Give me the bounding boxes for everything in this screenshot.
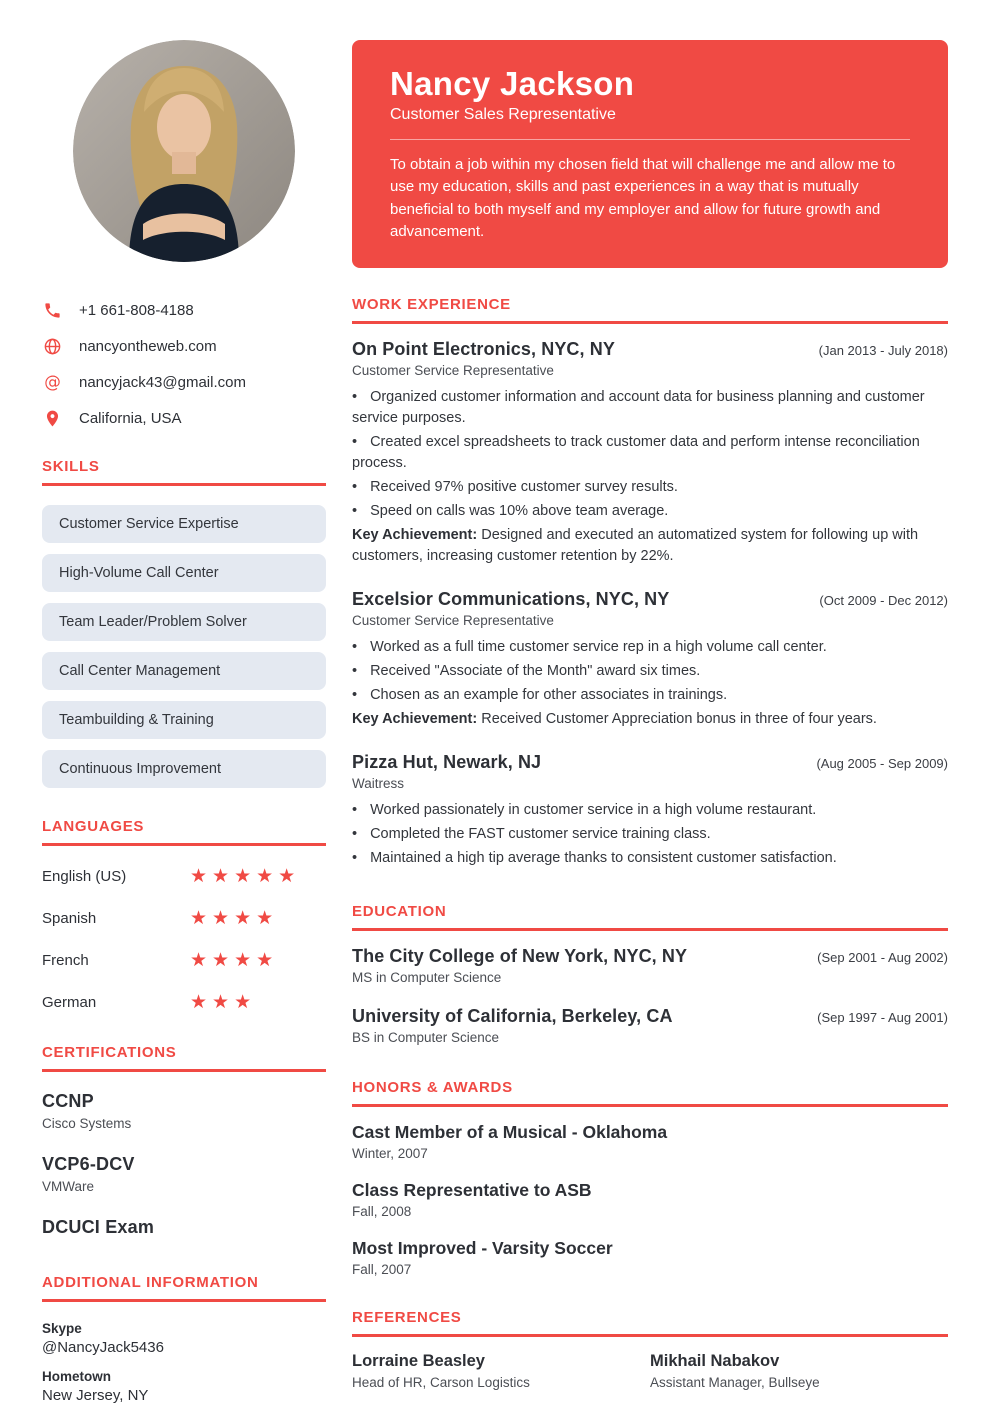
education-entry (352, 946, 948, 985)
job-role: Customer Service Representative (352, 362, 554, 378)
certification-org: VMWare (42, 1179, 95, 1194)
education-dates: (Sep 1997 - Aug 2001) (817, 1010, 948, 1026)
contact-phone[interactable] (42, 300, 326, 320)
person-name: Nancy Jackson (390, 65, 635, 102)
contact-section (42, 300, 326, 428)
references-list (352, 1352, 948, 1390)
degree: BS in Computer Science (352, 1030, 500, 1046)
skill-chip: Teambuilding & Training (42, 701, 326, 739)
honors-heading: HONORS & AWARDS (352, 1079, 948, 1107)
additional-info-list (42, 1321, 326, 1404)
certification-item (42, 1154, 326, 1194)
language-name: French (42, 952, 89, 969)
additional-info-item (42, 1321, 326, 1356)
header-divider (390, 139, 910, 140)
person-job-title: Customer Sales Representative (390, 105, 616, 123)
star-rating-icon: ★★★ (190, 992, 257, 1013)
location-icon (42, 408, 62, 428)
honor-title: Most Improved - Varsity Soccer (352, 1238, 613, 1259)
job-entry (352, 339, 948, 567)
skill-chip: Customer Service Expertise (42, 505, 326, 543)
additional-info-item (42, 1369, 326, 1404)
language-name: Spanish (42, 910, 97, 927)
skills-list (42, 505, 326, 788)
skill-chip: Continuous Improvement (42, 750, 326, 788)
job-bullet: • Received 97% positive customer survey results. (352, 477, 948, 498)
key-achievement (352, 709, 948, 730)
job-bullet: • Received "Associate of the Month" award six times. (352, 661, 948, 682)
certification-org: Cisco Systems (42, 1116, 132, 1131)
job-bullet: • Created excel spreadsheets to track customer data and perform intense reconciliation process. (352, 432, 948, 474)
honor-date: Winter, 2007 (352, 1146, 428, 1162)
honor-date: Fall, 2007 (352, 1262, 412, 1278)
phone-text: +1 661-808-4188 (79, 301, 194, 319)
language-name: English (US) (42, 868, 127, 885)
email-text: nancyjack43@gmail.com (79, 373, 246, 391)
skill-chip: Team Leader/Problem Solver (42, 603, 326, 641)
language-row (42, 991, 326, 1014)
additional-info-label: Skype (42, 1321, 82, 1336)
education-dates: (Sep 2001 - Aug 2002) (817, 950, 948, 966)
job-role: Waitress (352, 776, 405, 792)
honor-entry (352, 1122, 948, 1161)
profile-photo-illustration (73, 40, 295, 262)
additional-info-heading: ADDITIONAL INFORMATION (42, 1274, 326, 1302)
job-company: Excelsior Communications, NYC, NY (352, 589, 670, 610)
certification-item (42, 1091, 326, 1131)
job-bullet: • Organized customer information and account data for business planning and customer service purposes. (352, 387, 948, 429)
key-achievement-label: Key Achievement: (352, 527, 478, 544)
globe-icon (42, 336, 62, 356)
additional-info-label: Hometown (42, 1369, 111, 1384)
reference-entry (352, 1352, 650, 1390)
star-rating-icon: ★★★★ (190, 950, 279, 971)
reference-entry (650, 1352, 948, 1390)
reference-role: Assistant Manager, Bullseye (650, 1375, 820, 1391)
contact-website[interactable] (42, 336, 326, 356)
contact-location (42, 408, 326, 428)
education-entry (352, 1006, 948, 1045)
certifications-heading: CERTIFICATIONS (42, 1044, 326, 1072)
job-bullet: • Maintained a high tip average thanks to consistent customer satisfaction. (352, 848, 948, 869)
honor-title: Class Representative to ASB (352, 1180, 592, 1201)
language-name: German (42, 994, 97, 1011)
language-row (42, 949, 326, 972)
honor-entry (352, 1238, 948, 1277)
key-achievement-text: Designed and executed an automatized system for following up with customers, increasing customer retention by 22%. (352, 527, 919, 565)
job-dates: (Aug 2005 - Sep 2009) (816, 756, 948, 772)
additional-info-value: New Jersey, NY (42, 1387, 149, 1404)
certification-title: DCUCI Exam (42, 1217, 155, 1237)
certifications-list (42, 1091, 326, 1238)
honor-entry (352, 1180, 948, 1219)
honor-date: Fall, 2008 (352, 1204, 412, 1220)
phone-icon (42, 300, 62, 320)
star-rating-icon: ★★★★ (190, 908, 279, 929)
main-column (352, 0, 948, 1390)
skills-heading: SKILLS (42, 458, 326, 486)
job-bullet: • Worked as a full time customer service rep in a high volume call center. (352, 637, 948, 658)
location-text: California, USA (79, 409, 182, 427)
star-rating-icon: ★★★★★ (190, 866, 301, 887)
objective-text: To obtain a job within my chosen field that will challenge me and allow me to use my education, skills and past experiences in a way that is mutually beneficial to both myself and my employer and allow for future growth and advancement. (390, 155, 896, 241)
skill-chip: High-Volume Call Center (42, 554, 326, 592)
website-text: nancyontheweb.com (79, 337, 217, 355)
header-card (352, 40, 948, 268)
job-bullet: • Worked passionately in customer service in a high volume restaurant. (352, 800, 948, 821)
language-row (42, 907, 326, 930)
languages-heading: LANGUAGES (42, 818, 326, 846)
job-company: On Point Electronics, NYC, NY (352, 338, 615, 359)
language-row (42, 865, 326, 888)
sidebar (42, 0, 326, 1417)
honor-title: Cast Member of a Musical - Oklahoma (352, 1122, 668, 1143)
job-entry (352, 589, 948, 730)
certification-item (42, 1217, 326, 1238)
job-dates: (Jan 2013 - July 2018) (818, 342, 948, 358)
reference-name: Lorraine Beasley (352, 1352, 485, 1371)
key-achievement-text: Received Customer Appreciation bonus in three of four years. (481, 711, 877, 728)
job-bullet: • Completed the FAST customer service training class. (352, 824, 948, 845)
job-dates: (Oct 2009 - Dec 2012) (819, 593, 948, 609)
job-role: Customer Service Representative (352, 613, 554, 629)
contact-email[interactable] (42, 372, 326, 392)
profile-photo (73, 40, 295, 262)
certification-title: CCNP (42, 1091, 94, 1111)
languages-list (42, 865, 326, 1014)
email-icon (42, 372, 62, 392)
school-name: University of California, Berkeley, CA (352, 1006, 673, 1027)
work-experience-heading: WORK EXPERIENCE (352, 296, 948, 324)
skill-chip: Call Center Management (42, 652, 326, 690)
school-name: The City College of New York, NYC, NY (352, 946, 688, 967)
key-achievement (352, 525, 948, 567)
degree: MS in Computer Science (352, 970, 502, 986)
key-achievement-label: Key Achievement: (352, 711, 478, 728)
svg-text:@: @ (43, 372, 61, 391)
education-heading: EDUCATION (352, 903, 948, 931)
job-bullet: • Speed on calls was 10% above team average. (352, 501, 948, 522)
job-company: Pizza Hut, Newark, NJ (352, 752, 542, 773)
additional-info-value: @NancyJack5436 (42, 1339, 164, 1356)
certification-title: VCP6-DCV (42, 1154, 135, 1174)
references-heading: REFERENCES (352, 1309, 948, 1337)
job-bullet: • Chosen as an example for other associates in trainings. (352, 685, 948, 706)
reference-name: Mikhail Nabakov (650, 1352, 780, 1371)
job-entry (352, 752, 948, 869)
reference-role: Head of HR, Carson Logistics (352, 1375, 530, 1391)
